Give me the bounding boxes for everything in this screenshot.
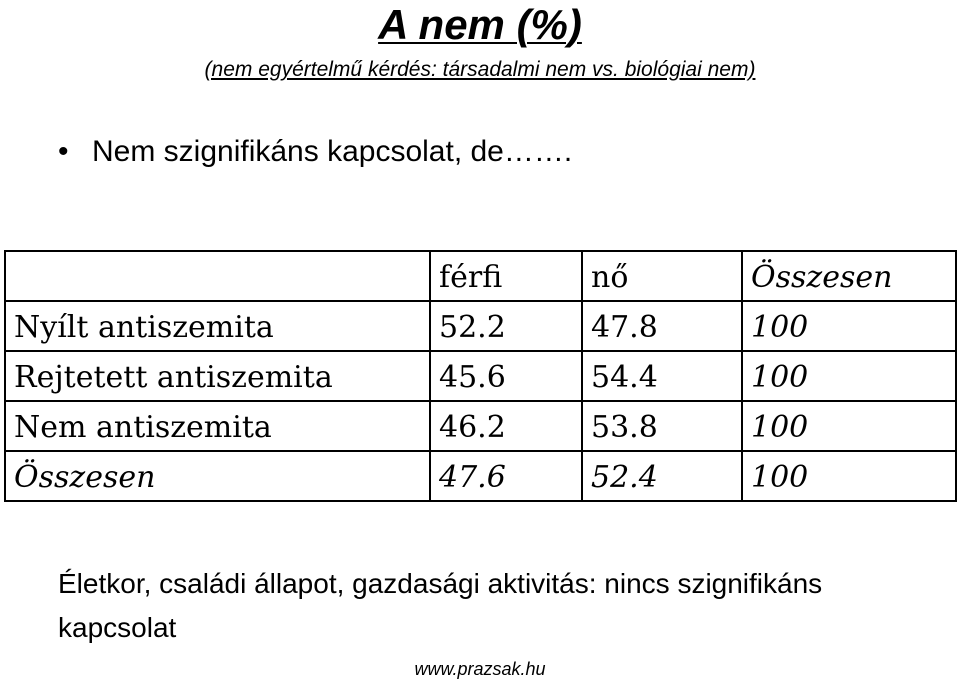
table-header-cell — [5, 251, 430, 301]
table-cell: 47.8 — [582, 301, 742, 351]
table-cell: 52.2 — [430, 301, 582, 351]
note-text: Életkor, családi állapot, gazdasági aktivitás: nincs szignifikáns kapcsolat — [58, 568, 823, 643]
bullet-icon: • — [58, 135, 69, 168]
table-header-cell: Összesen — [742, 251, 956, 301]
table-cell: 45.6 — [430, 351, 582, 401]
table-row-total — [5, 451, 956, 501]
table-row — [5, 351, 956, 401]
data-table — [4, 250, 957, 502]
table-cell: 47.6 — [430, 451, 582, 501]
table-cell: 52.4 — [582, 451, 742, 501]
table-cell: 100 — [742, 301, 956, 351]
table-row — [5, 401, 956, 451]
bullet-point — [58, 130, 572, 174]
row-label: Nyílt antiszemita — [5, 301, 430, 351]
table-cell: 53.8 — [582, 401, 742, 451]
row-label: Nem antiszemita — [5, 401, 430, 451]
row-label: Összesen — [5, 451, 430, 501]
bullet-text: Nem szignifikáns kapcsolat, de……. — [92, 135, 573, 168]
row-label: Rejtetett antiszemita — [5, 351, 430, 401]
slide-title: A nem (%) — [378, 1, 582, 48]
table-header-cell: férfi — [430, 251, 582, 301]
footer-url: www.prazsak.hu — [414, 659, 546, 679]
table-row — [5, 301, 956, 351]
table-cell: 46.2 — [430, 401, 582, 451]
table-cell: 100 — [742, 351, 956, 401]
table-cell: 54.4 — [582, 351, 742, 401]
table-cell: 100 — [742, 401, 956, 451]
table-header-row — [5, 251, 956, 301]
slide-subtitle: (nem egyértelmű kérdés: társadalmi nem vs. biológiai nem) — [204, 58, 756, 81]
table-cell: 100 — [742, 451, 956, 501]
table-header-cell: nő — [582, 251, 742, 301]
